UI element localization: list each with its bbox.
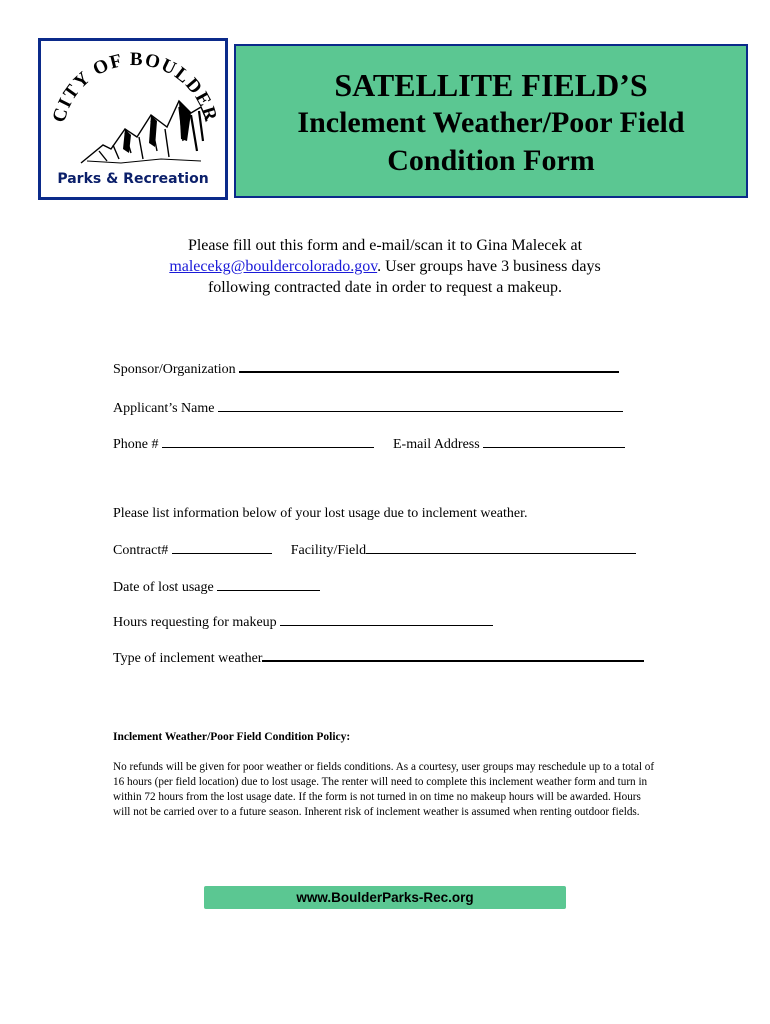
city-logo	[38, 38, 228, 200]
intro-line1: Please fill out this form and e-mail/scan it to Gina Malecek at	[187, 237, 583, 254]
email-link[interactable]: malecekg@bouldercolorado.gov	[169, 258, 378, 275]
phone-field[interactable]	[162, 434, 374, 448]
intro-line3: following contracted date in order to request a makeup.	[207, 279, 563, 296]
website-banner	[204, 886, 566, 909]
email-field[interactable]	[483, 434, 625, 448]
facility-field[interactable]	[366, 540, 636, 554]
contract-label: Contract#	[113, 543, 169, 558]
sponsor-row	[113, 358, 619, 379]
applicant-row	[113, 398, 623, 418]
logo-arc-text: CITY OF BOULDER	[48, 48, 222, 125]
applicant-label: Applicant’s Name	[113, 401, 215, 416]
phone-label: Phone #	[113, 437, 159, 452]
form-title-box	[234, 44, 748, 198]
hours-label: Hours requesting for makeup	[113, 615, 277, 630]
form-subtitle-line2: Condition Form	[387, 144, 595, 177]
policy-body: No refunds will be given for poor weather or fields conditions. As a courtesy, user groups may reschedule up to a total of 16 hours (per field location) due to lost usage. The renter will need to complete this inclement weather form and turn in within 72 hours from the lost usage date. If the form is not turned in on time no makeup hours will be awarded. Hours will not be carried over to a future season. Inherent risk of inclement weather is assumed when renting outdoor fields.	[113, 761, 655, 818]
intro-instructions	[0, 235, 770, 298]
hours-field[interactable]	[280, 612, 493, 626]
logo-caption: Parks & Recreation	[57, 171, 209, 187]
weather-type-field[interactable]	[262, 647, 644, 662]
weather-type-label: Type of inclement weather	[113, 651, 263, 666]
contract-facility-row	[113, 540, 636, 560]
shading-hatch	[123, 101, 191, 153]
email-label: E-mail Address	[393, 437, 480, 452]
sponsor-label: Sponsor/Organization	[113, 362, 236, 377]
form-subtitle-line1: Inclement Weather/Poor Field	[297, 106, 685, 139]
hours-row	[113, 612, 493, 632]
date-lost-row	[113, 577, 320, 597]
form-title: SATELLITE FIELD’S	[334, 67, 648, 103]
policy-title: Inclement Weather/Poor Field Condition Policy:	[113, 731, 351, 743]
date-lost-label: Date of lost usage	[113, 580, 214, 595]
intro-line2-rest: . User groups have 3 business days	[377, 258, 601, 275]
date-lost-field[interactable]	[217, 577, 320, 591]
sponsor-field[interactable]	[239, 358, 619, 373]
applicant-field[interactable]	[218, 398, 623, 412]
lost-usage-note: Please list information below of your lost usage due to inclement weather.	[113, 506, 528, 521]
phone-email-row	[113, 434, 625, 454]
contract-field[interactable]	[172, 540, 272, 554]
website-link[interactable]: www.BoulderParks-Rec.org	[296, 890, 474, 905]
weather-type-row	[113, 647, 644, 668]
facility-label: Facility/Field	[290, 543, 367, 558]
